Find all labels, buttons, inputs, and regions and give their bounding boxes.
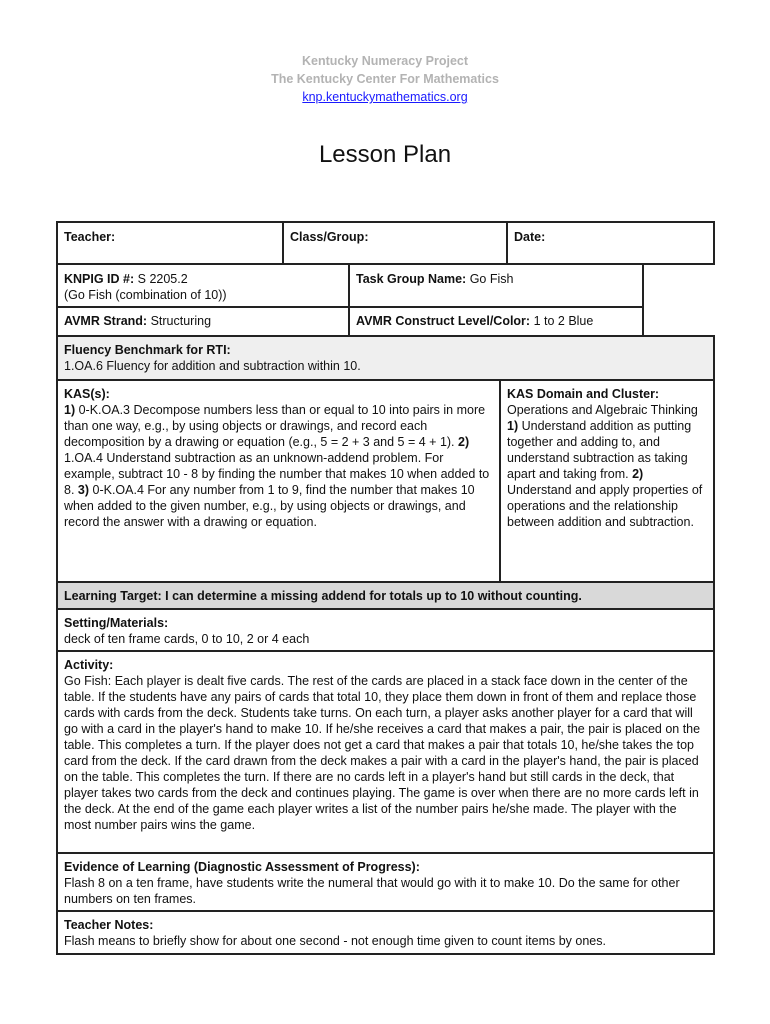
- kas-domain-text-1: Understand addition as putting together and adding to, and understand subtraction as taking apart and taking from.: [507, 419, 692, 481]
- notes-label: Teacher Notes:: [64, 918, 154, 932]
- avmr-strand-label: AVMR Strand:: [64, 314, 148, 328]
- evidence-text: Flash 8 on a ten frame, have students write the numeral that would go with it to make 10. Do the same for other numbers on ten frames.: [64, 876, 680, 906]
- kas-cell: [58, 381, 501, 582]
- notes-text: Flash means to briefly show for about one second - not enough time given to count items by ones.: [64, 934, 606, 948]
- kas-domain-label: KAS Domain and Cluster:: [507, 387, 660, 401]
- notes-cell: [58, 912, 713, 953]
- avmr-construct-value: 1 to 2 Blue: [530, 314, 594, 328]
- avmr-construct-label: AVMR Construct Level/Color:: [356, 314, 531, 328]
- fluency-cell: [58, 337, 713, 379]
- activity-cell: [58, 652, 713, 853]
- kas-num-3: 3): [77, 483, 90, 497]
- task-group-cell: [350, 265, 642, 309]
- setting-text: deck of ten frame cards, 0 to 10, 2 or 4 each: [64, 632, 310, 646]
- knpig-value: S 2205.2: [134, 272, 188, 286]
- kas-text-3: 0-K.OA.4 For any number from 1 to 9, find the number that makes 10 when added to the given number, e.g., by using objects or drawings, and record the answer with a drawing or equation.: [64, 483, 475, 529]
- website-link[interactable]: knp.kentuckymathematics.org: [302, 90, 468, 104]
- fluency-label: Fluency Benchmark for RTI:: [64, 343, 231, 357]
- knpig-subtitle: (Go Fish (combination of 10)): [64, 288, 227, 302]
- kas-domain-num-1: 1): [507, 419, 519, 433]
- avmr-strand-cell: [58, 308, 348, 335]
- activity-label: Activity:: [64, 658, 114, 672]
- teacher-label: Teacher:: [64, 230, 116, 244]
- evidence-cell: [58, 854, 713, 911]
- knpig-block: [56, 265, 644, 337]
- kas-domain-cell: [501, 381, 713, 582]
- kas-domain-text-0: Operations and Algebraic Thinking: [507, 403, 698, 417]
- knpig-cell: [58, 265, 350, 309]
- setting-label: Setting/Materials:: [64, 616, 169, 630]
- avmr-construct-cell: [350, 308, 642, 335]
- kas-text-2: 1.OA.4 Understand subtraction as an unknown-addend problem. For example, subtract 10 - 8 by finding the number that makes 10 when added to 8.: [64, 451, 490, 497]
- center-name: The Kentucky Center For Mathematics: [271, 72, 499, 86]
- kas-label: KAS(s):: [64, 387, 110, 401]
- evidence-label: Evidence of Learning (Diagnostic Assessment of Progress):: [64, 860, 420, 874]
- kas-domain-num-2: 2): [632, 467, 644, 481]
- kas-domain-text-2: Understand and apply properties of operations and the relationship between addition and subtraction.: [507, 483, 703, 529]
- avmr-strand-value: Structuring: [147, 314, 212, 328]
- learning-target: Learning Target: I can determine a missing addend for totals up to 10 without counting.: [64, 589, 582, 603]
- task-group-value: Go Fish: [466, 272, 514, 286]
- lesson-table: [56, 335, 715, 955]
- kas-num-1: 1): [64, 403, 76, 417]
- header-info-row: [56, 221, 715, 265]
- teacher-cell: [58, 223, 284, 263]
- class-group-label: Class/Group:: [290, 230, 369, 244]
- learning-target-cell: [58, 583, 713, 609]
- project-name: Kentucky Numeracy Project: [301, 54, 469, 68]
- kas-num-2: 2): [458, 435, 470, 449]
- setting-cell: [58, 610, 713, 651]
- class-group-cell: [284, 223, 508, 263]
- knpig-label: KNPIG ID #:: [64, 272, 135, 286]
- date-label: Date:: [514, 230, 546, 244]
- date-cell: [508, 223, 713, 263]
- task-group-label: Task Group Name:: [356, 272, 467, 286]
- page-title: Lesson Plan: [318, 141, 452, 168]
- activity-text: Go Fish: Each player is dealt five cards. The rest of the cards are placed in a stack face down in the center of the table. If the students have any pairs of cards that total 10, they place them down in front of them and replace those cards with cards from the deck. Students take turns. On each turn, a player asks another player for a card that will go with a card in the player's hand to make 10. If he/she receives a card that makes a pair, the pair is placed on the table. This completes a turn. If the player does not get a card that makes a pair that totals 10, he/she takes the top card from the deck. If the card drawn from the deck makes a pair with a card in the player's hand, the pair is placed on the table. This completes the turn. If there are no cards left in a player's hand but still cards in the deck, that player takes two cards from the deck and continues playing. The game is over when there are no more cards left in the deck. At the end of the game each player writes a list of the number pairs he/she made. The player with the most number pairs wins the game.: [64, 674, 701, 832]
- fluency-text: 1.OA.6 Fluency for addition and subtraction within 10.: [64, 359, 361, 373]
- kas-text-1: 0-K.OA.3 Decompose numbers less than or equal to 10 into pairs in more than one way, e.g., by using objects or drawings, and record each decomposition by a drawing or equation (e.g., 5 = 2 + 3 and 5 = 4 + 1).: [64, 403, 486, 449]
